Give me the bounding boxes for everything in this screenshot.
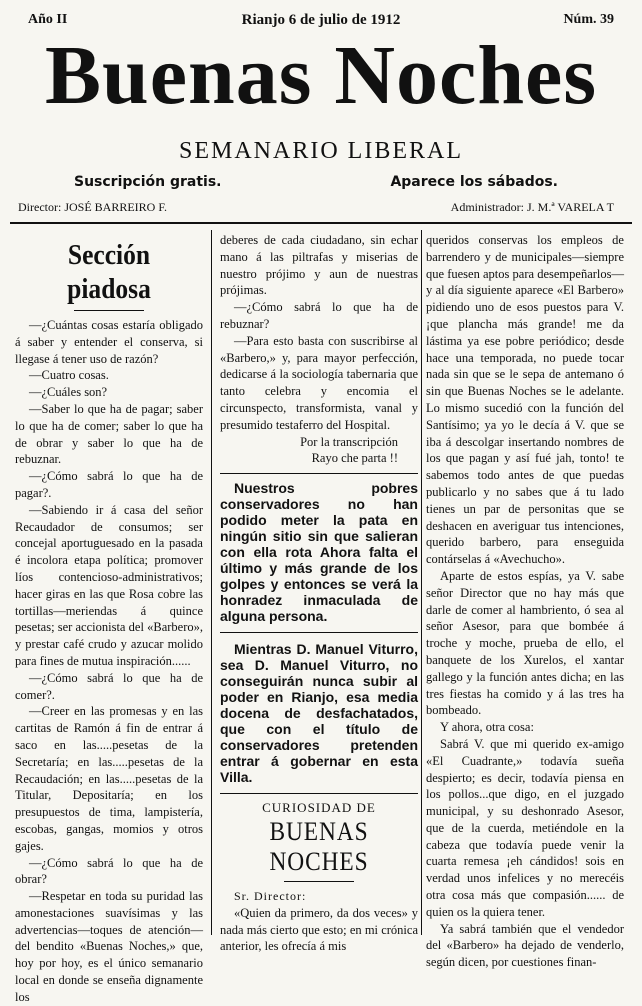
paragraph: —Saber lo que ha de pagar; saber lo que ha de comer; saber lo que ha de obrar y saber lo que ha de rebuznar. bbox=[15, 401, 203, 467]
paragraph: —¿Cómo sabrá lo que ha de rebuznar? bbox=[220, 300, 418, 331]
publication-day-note: Aparece los sábados. bbox=[390, 174, 558, 190]
bold-notice bbox=[220, 480, 418, 624]
paragraph: —¿Cómo sabrá lo que ha de comer?. bbox=[15, 670, 203, 702]
bold-paragraph: Mientras D. Manuel Viturro, sea D. Manuel Viturro, no conseguirán nunca subir al poder en Rianjo, esa media docena de desfachatados, que con el título de conservadores pretenden entrar á gobernar en esta Villa. bbox=[220, 641, 418, 786]
paragraph: «Quien da primero, da dos veces» y nada más cierto que esto; en mi crónica anterior, les ofrecía á mis bbox=[220, 905, 418, 954]
bold-paragraph: Nuestros pobres conservadores no han podido meter la pata en ningún sitio sin que salieran con ella rota Ahora falta el último y más grande de los golpes y entonces se verá la honradez inmaculada de alguna persona. bbox=[220, 480, 418, 625]
paragraph: —Sabiendo ir á casa del señor Recaudador de consumos; ser concejal aportuguesado en la pasada é incolora etapa política; promover líos contencioso-administrativos; hacer giras en las que Rosa cobre las tortillas—meriendas á quince pesetas; ser accionista del «Barbero», y prestar café crudo y azucar molido para fines de mutua inspiración...... bbox=[15, 502, 203, 668]
paragraph: —¿Cuáles son? bbox=[29, 385, 108, 400]
paragraph: Y ahora, otra cosa: bbox=[440, 720, 534, 735]
paragraph: queridos conservas los empleos de barrendero y de municipales—siempre que fuesen aptos para desempeñarlos—y al día siguiente aparece «El Barbero» pidiendo uno de esos puestos para V. ¡que plancha más grande! me da lástima ya ese pobre periódico; desde hace una temporada, no puede tocar nada sin que se le sepa de antemano ó sin que Buenas Noches se le adelante. Lo mismo sucedió con la función del Santísimo; ya yo le decía á V. que se iba á descolgar insertando nombres de los que pagan y así fué jah, tonto! te sabemos todo antes de que puedas publicarlo y no sabes que á tu lado tienes un par de personitas que se deshacen en averiguar tus intenciones, querido barbero, para enseguida contárselas á «Avechucho». bbox=[426, 233, 624, 567]
staff-line bbox=[0, 200, 642, 218]
year-label: Año II bbox=[28, 12, 68, 27]
letter-greeting: Sr. Director: bbox=[234, 888, 307, 903]
block-divider bbox=[220, 632, 418, 633]
date-label: Rianjo 6 de julio de 1912 bbox=[241, 12, 401, 28]
paragraph: —¿Cómo sabrá lo que ha de obrar? bbox=[15, 855, 203, 887]
column-divider-1 bbox=[211, 230, 212, 935]
paragraph: Aparte de estos espías, ya V. sabe señor Director que no hay más que darle de comer al hambriento, ó sea al señor Asesor, para que bombée á troche y moche, prueba de ello, el banquete de los Xurelos, el xantar gallego y la función antes dicha; en las tres fiestas ha comido y á las tres ha bombeado. bbox=[426, 568, 624, 718]
section-title-rule bbox=[74, 310, 144, 311]
column-middle bbox=[220, 232, 418, 954]
issue-number: Núm. 39 bbox=[563, 12, 614, 27]
bold-notice bbox=[220, 641, 418, 785]
newspaper-subtitle: SEMANARIO LIBERAL bbox=[179, 138, 463, 164]
paragraph: Ya sabrá también que el vendedor del «Barbero» ha dejado de venderlo, según dicen, por cuestiones finan- bbox=[426, 921, 624, 970]
signature-line: Por la transcripción bbox=[300, 434, 398, 449]
paragraph: —¿Cómo sabrá lo que ha de pagar?. bbox=[15, 469, 203, 500]
curiosity-rule bbox=[284, 881, 354, 882]
paragraph: —Respetar en toda su puridad las amonestaciones suavísimas y las advertencias—toques de atención—del bendito «Buenas Noches,» que, hoy por hoy, es el único semanario local en donde se enseña dignamente los bbox=[15, 889, 203, 1004]
column-divider-2 bbox=[421, 230, 422, 935]
signature-line: Rayo che parta !! bbox=[311, 451, 398, 466]
newspaper-title: Buenas Noches bbox=[44, 29, 598, 122]
block-divider bbox=[220, 793, 418, 794]
header-divider bbox=[10, 222, 632, 224]
column-left bbox=[15, 232, 203, 1004]
administrator-credit: Administrador: J. M.ª VARELA T bbox=[450, 200, 614, 214]
paragraph: —Para esto basta con suscribirse al «Barbero,» y, para mayor perfección, dedicarse á la sociología tabernaria que tanto celebra y encomia el circunspecto, transformista, vanal y presumido testaferro del Hospital. bbox=[220, 333, 418, 432]
paragraph: —¿Cuántas cosas estaría obligado á saber y entender el conserva, si llegase á tener uso de razón? bbox=[15, 318, 203, 366]
paragraph: deberes de cada ciudadano, sin echar mano á las piltrafas y miserias de nuestro prójimo y aun de nuestras prójimas. bbox=[220, 233, 418, 298]
director-credit: Director: JOSÉ BARREIRO F. bbox=[18, 200, 168, 214]
curiosity-header: CURIOSIDAD DE bbox=[262, 800, 376, 816]
section-title: Sección piadosa bbox=[67, 239, 151, 305]
paragraph: —Creer en las promesas y en las cartitas de Ramón á fin de entrar á saco en las.....pesetas de la Secretaría; en las.....pesetas de la Recaudación; en las.....pesetas de la Titular, Depositaría; en los presupuestos de tima, lampistería, escobas, gangas, momios y otros gajes. bbox=[15, 704, 203, 853]
curiosity-title: BUENAS NOCHES bbox=[269, 816, 369, 876]
block-divider bbox=[220, 473, 418, 474]
paragraph: Sabrá V. que mi querido ex-amigo «El Cuadrante,» todavía sueña despierto; es decir, todavía piensa en los pollos...que digo, en el juzgado municipal, y su deshonrado Asesor, que de la cuerda, metiéndole en la cabeza que todavía puede venir la cuarta remesa ¡eh cándidos! sois en verdad unos infelices y no merecéis otra cosa más que compasión...... de quien os la quiera tener. bbox=[426, 736, 624, 919]
column-right bbox=[426, 232, 624, 970]
paragraph: —Cuatro cosas. bbox=[29, 368, 109, 383]
subscription-note: Suscripción gratis. bbox=[74, 174, 222, 190]
